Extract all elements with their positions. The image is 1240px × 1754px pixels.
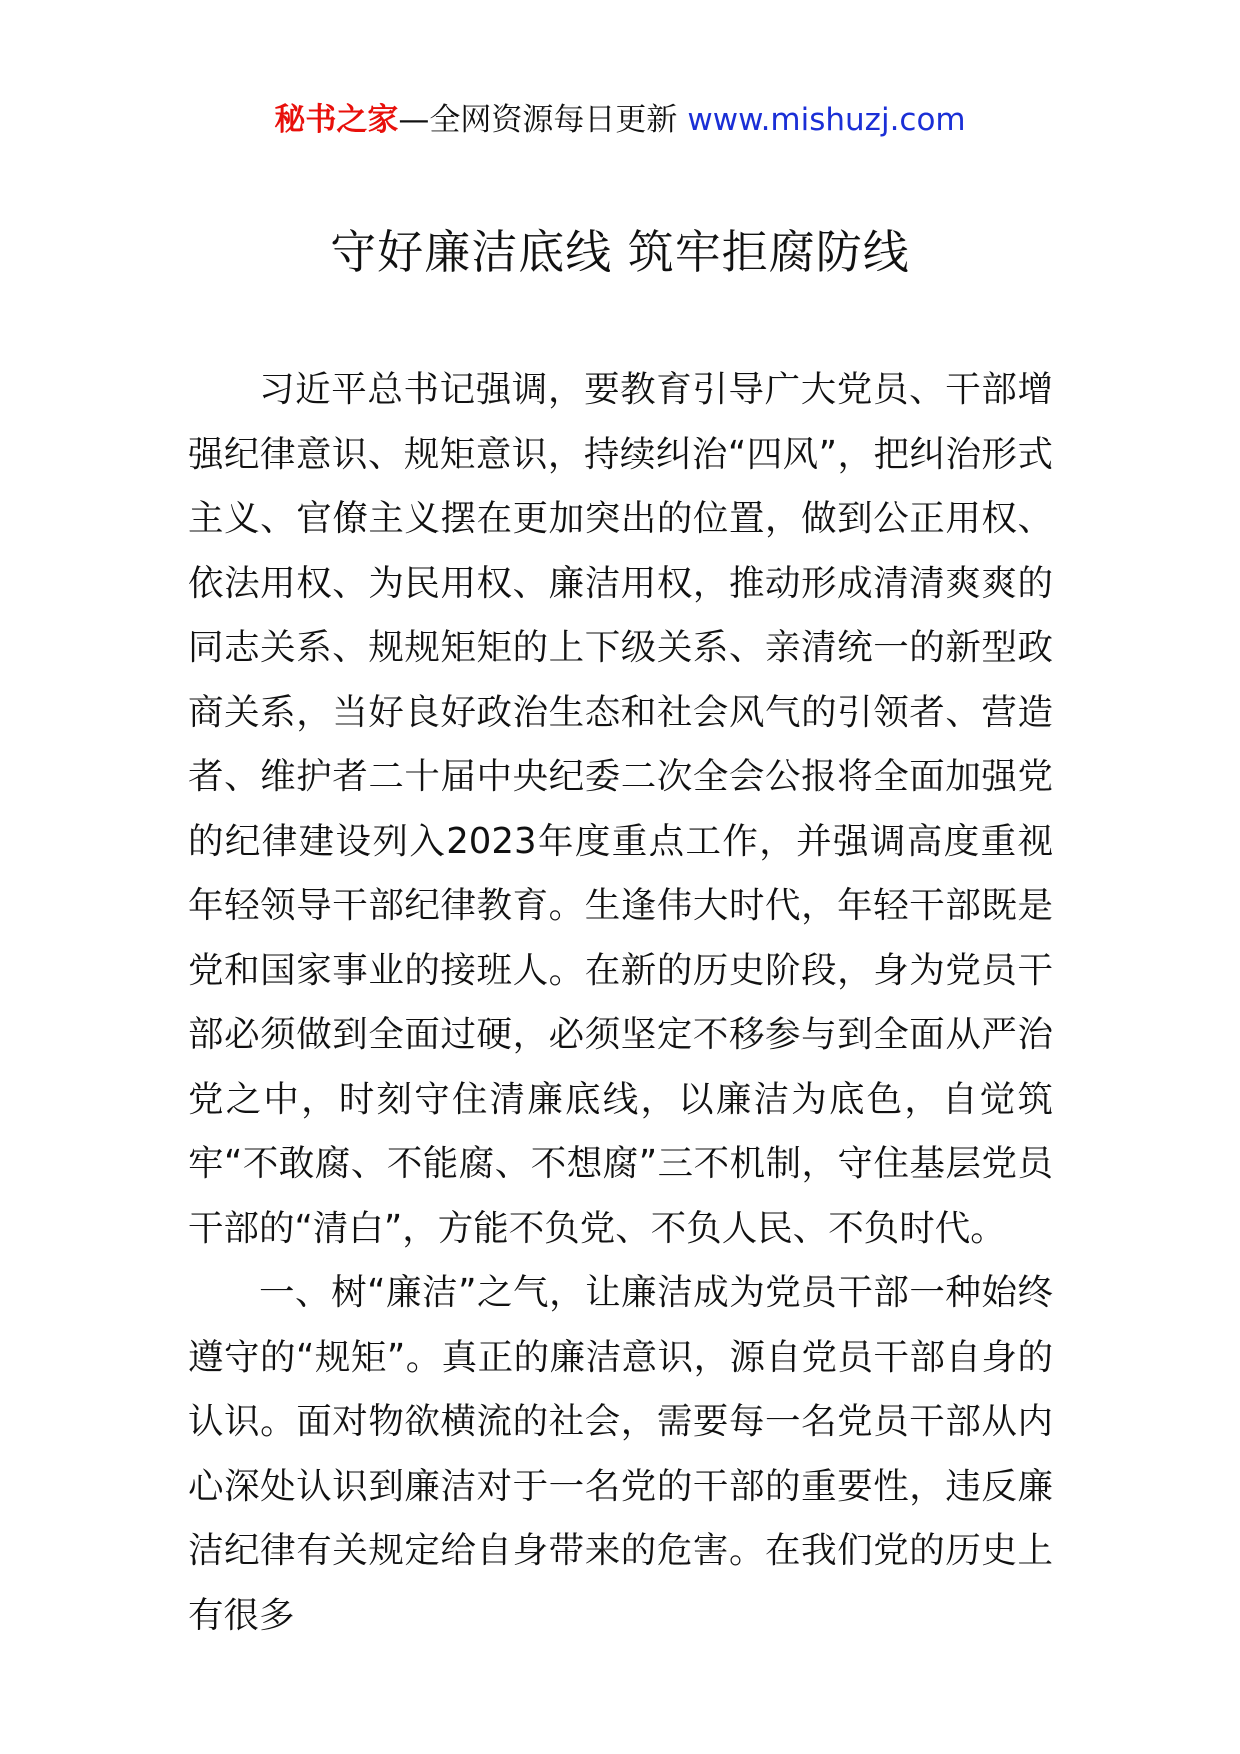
body-paragraph: 一、树“廉洁”之气，让廉洁成为党员干部一种始终遵守的“规矩”。真正的廉洁意识，源自党员干部自身的认识。面对物欲横流的社会，需要每一名党员干部从内心深处认识到廉洁对于一名党的干部的重要性，违反廉洁纪律有关规定给自身带来的危害。在我们党的历史上有很多 — [188, 1272, 1053, 1636]
body-paragraph: 习近平总书记强调，要教育引导广大党员、干部增强纪律意识、规矩意识，持续纠治“四风”，把纠治形式主义、官僚主义摆在更加突出的位置，做到公正用权、依法用权、为民用权、廉洁用权，推动形成清清爽爽的同志关系、规规矩矩的上下级关系、亲清统一的新型政商关系，当好良好政治生态和社会风气的引领者、营造者、维护者二十届中央纪委二次全会公报将全面加强党的纪律建设列入2023年度重点工作，并强调高度重视年轻领导干部纪律教育。生逢伟大时代，年轻干部既是党和国家事业的接班人。在新的历史阶段，身为党员干部必须做到全面过硬，必须坚定不移参与到全面从严治党之中，时刻守住清廉底线，以廉洁为底色，自觉筑牢“不敢腐、不能腐、不想腐”三不机制，守住基层党员干部的“清白”，方能不负党、不负人民、不负时代。 — [188, 369, 1053, 1249]
site-url-link[interactable]: www.mishuzj.com — [687, 102, 966, 138]
document-title: 守好廉洁底线 筑牢拒腐防线 — [330, 225, 910, 279]
brand-name: 秘书之家 — [274, 102, 399, 138]
header-tagline: —全网资源每日更新 — [398, 102, 678, 138]
document-body — [188, 358, 1053, 1648]
site-header — [0, 100, 1240, 140]
